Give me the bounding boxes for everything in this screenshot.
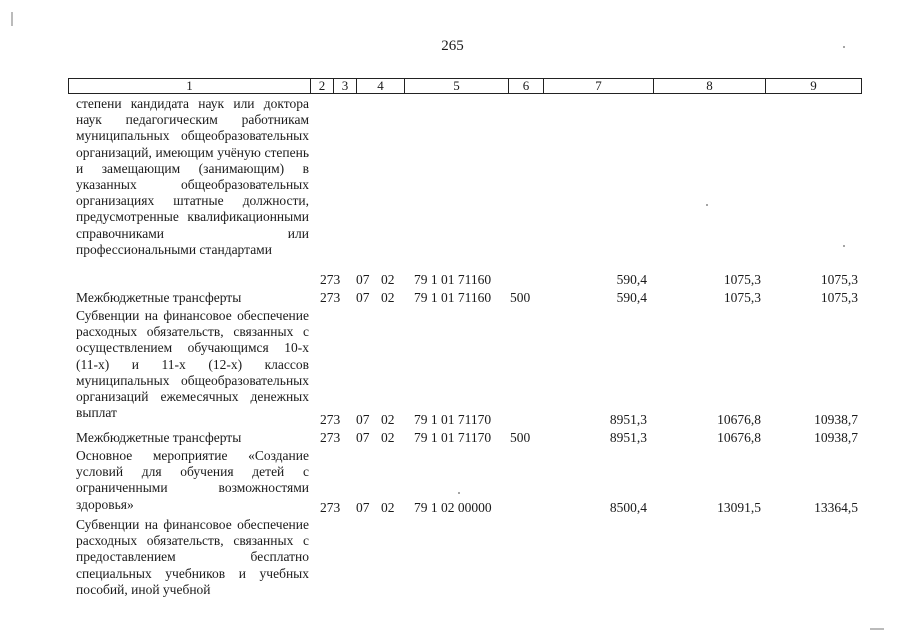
row-section: 07 [356, 272, 370, 287]
row-description: степени кандидата наук или доктора наук педагогическим работникам муниципальных общеобразовательных организаций, имеющим учёную степень и замещающим (занимающим) в указанных общеобразовательных организациях штатные должности, предусмотренные квалификационными справочниками или профессиональными стандартами [76, 96, 309, 257]
row-subsection: 02 [381, 500, 395, 515]
row-ministry: 273 [320, 290, 341, 305]
row-target-code: 79 1 01 71170 [414, 412, 492, 427]
row-amount-col7: 590,4 [616, 272, 647, 287]
row-subsection: 02 [381, 412, 395, 427]
row-target-code: 79 1 02 00000 [414, 500, 492, 515]
row-section: 07 [356, 412, 370, 427]
row-description: Межбюджетные трансферты [76, 430, 242, 445]
header-col-1: 1 [69, 79, 311, 93]
row-amount-col8: 1075,3 [723, 290, 761, 305]
row-ministry: 273 [320, 430, 341, 445]
row-amount-col9: 1075,3 [820, 272, 858, 287]
row-amount-col8: 10676,8 [717, 412, 761, 427]
header-col-9: 9 [810, 78, 817, 93]
row-amount-col9: 13364,5 [814, 500, 858, 515]
row-amount-col7: 8500,4 [609, 500, 647, 515]
row-amount-col9: 10938,7 [814, 430, 858, 445]
row-amount-col8: 13091,5 [717, 500, 761, 515]
row-subsection: 02 [381, 272, 395, 287]
row-expense-type: 500 [510, 290, 531, 305]
row-ministry: 273 [320, 500, 341, 515]
row-section: 07 [356, 430, 370, 445]
scan-mark [11, 12, 13, 26]
row-target-code: 79 1 01 71160 [414, 290, 492, 305]
row-target-code: 79 1 01 71160 [414, 272, 492, 287]
header-col-8: 8 [654, 79, 766, 93]
row-ministry: 273 [320, 272, 341, 287]
row-amount-col8: 1075,3 [723, 272, 761, 287]
row-amount-col7: 8951,3 [609, 412, 647, 427]
scan-speck [706, 204, 708, 206]
row-section: 07 [356, 290, 370, 305]
row-amount-col8: 10676,8 [717, 430, 761, 445]
scan-mark [870, 628, 884, 630]
row-ministry: 273 [320, 412, 341, 427]
row-expense-type: 500 [510, 430, 531, 445]
header-col-6: 6 [509, 79, 544, 93]
row-amount-col9: 1075,3 [820, 290, 858, 305]
scan-speck [843, 245, 845, 247]
header-col-2: 2 [311, 79, 334, 93]
header-col-4: 4 [357, 79, 405, 93]
table-header-row [68, 78, 862, 94]
row-amount-col7: 8951,3 [609, 430, 647, 445]
page-number: 265 [441, 38, 464, 54]
scan-speck [843, 46, 845, 48]
row-amount-col9: 10938,7 [814, 412, 858, 427]
header-col-3: 3 [334, 79, 357, 93]
row-section: 07 [356, 500, 370, 515]
row-subsection: 02 [381, 290, 395, 305]
scan-speck [458, 492, 460, 494]
header-col-5: 5 [405, 79, 509, 93]
row-description: Межбюджетные трансферты [76, 290, 242, 305]
row-description: Субвенции на финансовое обеспечение расходных обязательств, связанных с осуществлением обучающимся 10-х (11-х) и 11-х (12-х) классов муниципальных общеобразовательных организаций ежемесячных денежных выплат [76, 308, 309, 421]
row-amount-col7: 590,4 [616, 290, 647, 305]
row-description: Основное мероприятие «Создание условий для обучения детей с ограниченными возможностями здоровья» [76, 448, 309, 512]
header-col-7: 7 [544, 79, 654, 93]
row-target-code: 79 1 01 71170 [414, 430, 492, 445]
row-subsection: 02 [381, 430, 395, 445]
row-description: Субвенции на финансовое обеспечение расходных обязательств, связанных с предоставлением бесплатно специальных учебников и учебных пособий, иной учебной [76, 517, 309, 597]
